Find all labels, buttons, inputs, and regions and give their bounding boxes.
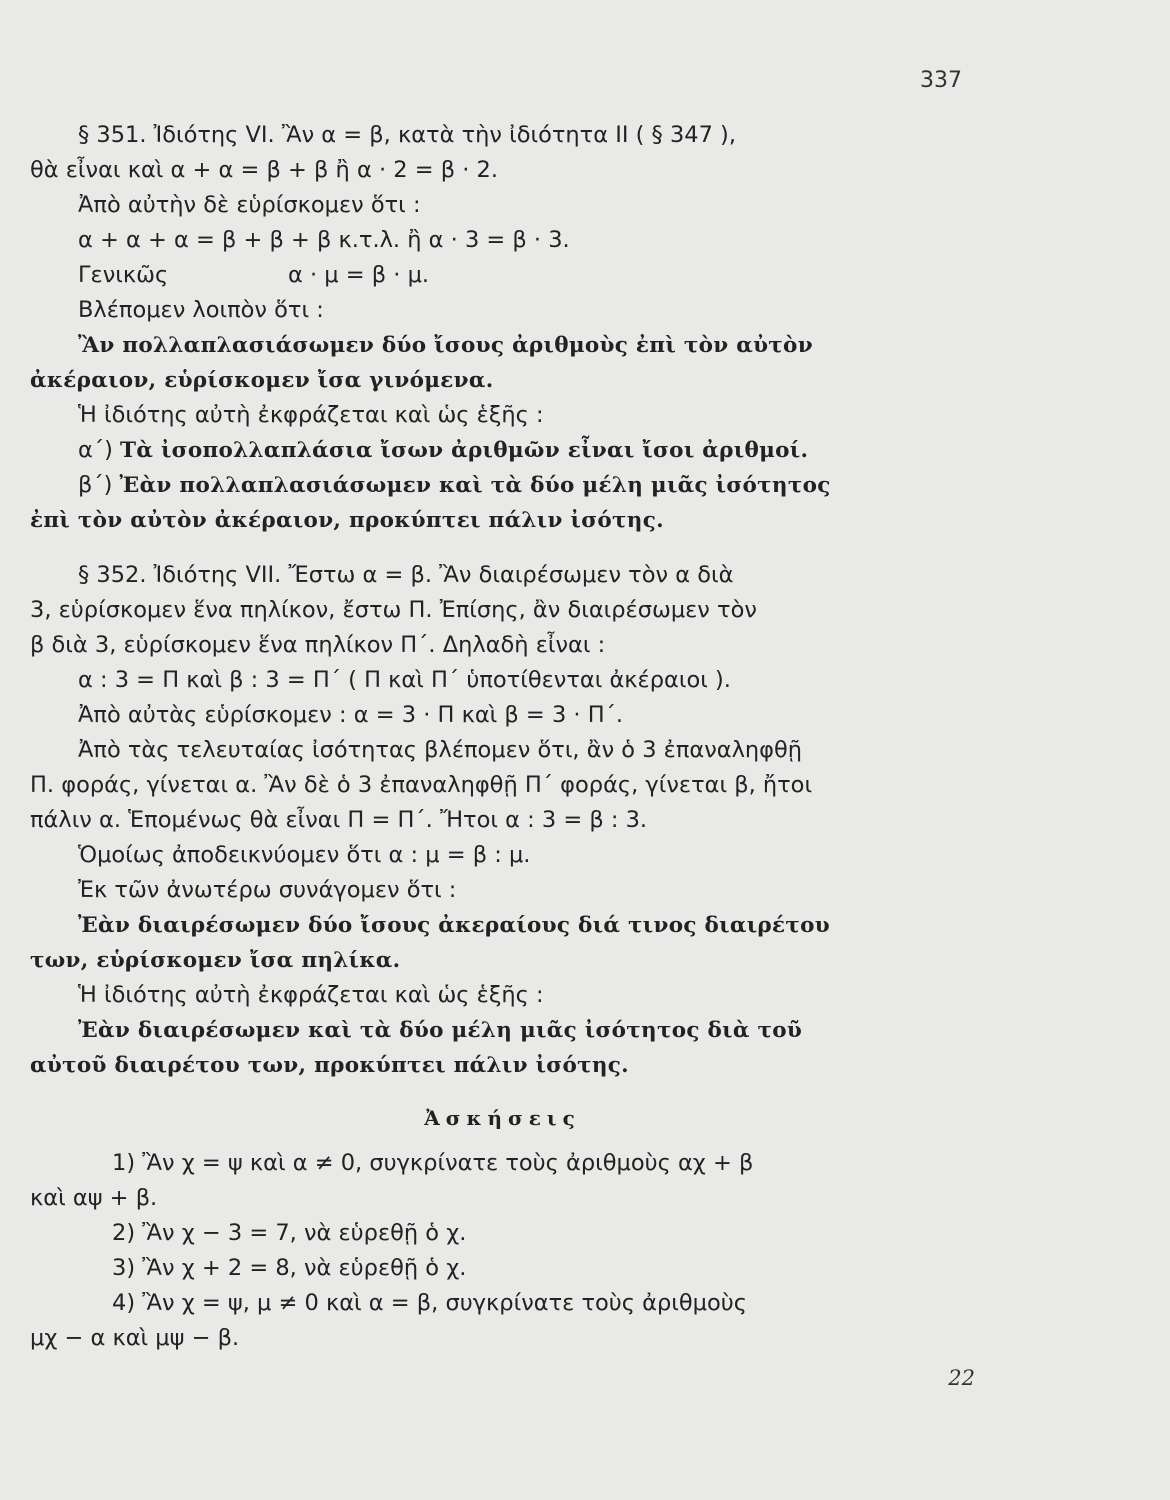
text-line: πάλιν α. Ἑπομένως θὰ εἶναι Π = Π΄. Ἤτοι α : 3 = β : 3. xyxy=(30,807,648,833)
text-line: Ἐκ τῶν ἀνωτέρω συνάγομεν ὅτι : xyxy=(78,877,457,903)
exercises-heading: Ἀσκήσεις xyxy=(424,1106,581,1130)
text-line: Ἀπὸ τὰς τελευταίας ἰσότητας βλέπομεν ὅτι, ἂν ὁ 3 ἐπαναληφθῇ xyxy=(78,737,803,763)
page-number: 337 xyxy=(920,68,962,93)
text-line: Ὁμοίως ἀποδεικνύομεν ὅτι α : μ = β : μ. xyxy=(78,842,531,868)
section-352-heading: § 352. Ἰδιότης VII. Ἔστω α = β. Ἂν διαιρέσωμεν τὸν α διὰ xyxy=(78,562,734,588)
text-line: Βλέπομεν λοιπὸν ὅτι : xyxy=(78,297,324,323)
rule-b-text-cont: ἐπὶ τὸν αὐτὸν ἀκέραιον, προκύπτει πάλιν ἰσότης. xyxy=(30,508,664,533)
text-line: θὰ εἶναι καὶ α + α = β + β ἢ α · 2 = β · 2. xyxy=(30,157,499,183)
rule-statement: Ἐὰν διαιρέσωμεν καὶ τὰ δύο μέλη μιᾶς ἰσότητος διὰ τοῦ xyxy=(78,1018,803,1043)
rule-a xyxy=(30,433,975,468)
section-351-heading: § 351. Ἰδιότης VI. Ἂν α = β, κατὰ τὴν ἰδιότητα II ( § 347 ), xyxy=(78,122,736,148)
formula-line: α : 3 = Π καὶ β : 3 = Π΄ ( Π καὶ Π΄ ὑποτίθενται ἀκέραιοι ). xyxy=(78,667,731,693)
exercise-item: 2) Ἂν χ − 3 = 7, νὰ εὑρεθῇ ὁ χ. xyxy=(112,1220,467,1246)
general-formula: α · μ = β · μ. xyxy=(288,262,430,288)
formula-line xyxy=(30,258,975,293)
exercise-item: 1) Ἂν χ = ψ καὶ α ≠ 0, συγκρίνατε τοὺς ἀριθμοὺς αχ + β xyxy=(112,1150,754,1176)
exercise-item-cont: μχ − α καὶ μψ − β. xyxy=(30,1325,240,1351)
text-line: 3, εὑρίσκομεν ἕνα πηλίκον, ἔστω Π. Ἐπίσης, ἂν διαιρέσωμεν τὸν xyxy=(30,597,757,623)
rule-statement: ἀκέραιον, εὑρίσκομεν ἴσα γινόμενα. xyxy=(30,368,494,393)
exercise-item-cont: καὶ αψ + β. xyxy=(30,1185,158,1211)
rule-statement: αὐτοῦ διαιρέτου των, προκύπτει πάλιν ἰσότης. xyxy=(30,1053,629,1078)
general-label: Γενικῶς xyxy=(78,262,169,288)
exercise-item: 3) Ἂν χ + 2 = 8, νὰ εὑρεθῇ ὁ χ. xyxy=(112,1255,467,1281)
formula-line: Ἀπὸ αὐτὰς εὑρίσκομεν : α = 3 · Π καὶ β = 3 · Π΄. xyxy=(78,702,624,728)
signature-mark: 22 xyxy=(948,1366,975,1390)
formula-line: α + α + α = β + β + β κ.τ.λ. ἢ α · 3 = β · 3. xyxy=(78,227,570,253)
text-line: Ἡ ἰδιότης αὐτὴ ἐκφράζεται καὶ ὡς ἑξῆς : xyxy=(78,402,544,428)
rule-a-label: α΄) xyxy=(78,437,113,463)
rule-b-text: Ἐὰν πολλαπλασιάσωμεν καὶ τὰ δύο μέλη μιᾶς ἰσότητος xyxy=(119,473,831,498)
rule-statement: Ἐὰν διαιρέσωμεν δύο ἴσους ἀκεραίους διά τινος διαιρέτου xyxy=(78,913,831,938)
text-line: Ἀπὸ αὐτὴν δὲ εὑρίσκομεν ὅτι : xyxy=(78,192,421,218)
text-line: Ἡ ἰδιότης αὐτὴ ἐκφράζεται καὶ ὡς ἑξῆς : xyxy=(78,982,544,1008)
rule-a-text: Τὰ ἰσοπολλαπλάσια ἴσων ἀριθμῶν εἶναι ἴσοι ἀριθμοί. xyxy=(120,438,809,463)
text-line: β διὰ 3, εὑρίσκομεν ἕνα πηλίκον Π΄. Δηλαδὴ εἶναι : xyxy=(30,632,606,658)
rule-b-label: β΄) xyxy=(78,472,113,498)
page-body xyxy=(30,118,975,1356)
exercise-item: 4) Ἂν χ = ψ, μ ≠ 0 καὶ α = β, συγκρίνατε τοὺς ἀριθμοὺς xyxy=(112,1290,747,1316)
rule-statement: Ἂν πολλαπλασιάσωμεν δύο ἴσους ἀριθμοὺς ἐπὶ τὸν αὐτὸν xyxy=(78,333,813,358)
text-line: Π. φοράς, γίνεται α. Ἂν δὲ ὁ 3 ἐπαναληφθῇ Π΄ φοράς, γίνεται β, ἤτοι xyxy=(30,772,813,798)
rule-statement: των, εὑρίσκομεν ἴσα πηλίκα. xyxy=(30,948,401,973)
rule-b xyxy=(30,468,975,503)
